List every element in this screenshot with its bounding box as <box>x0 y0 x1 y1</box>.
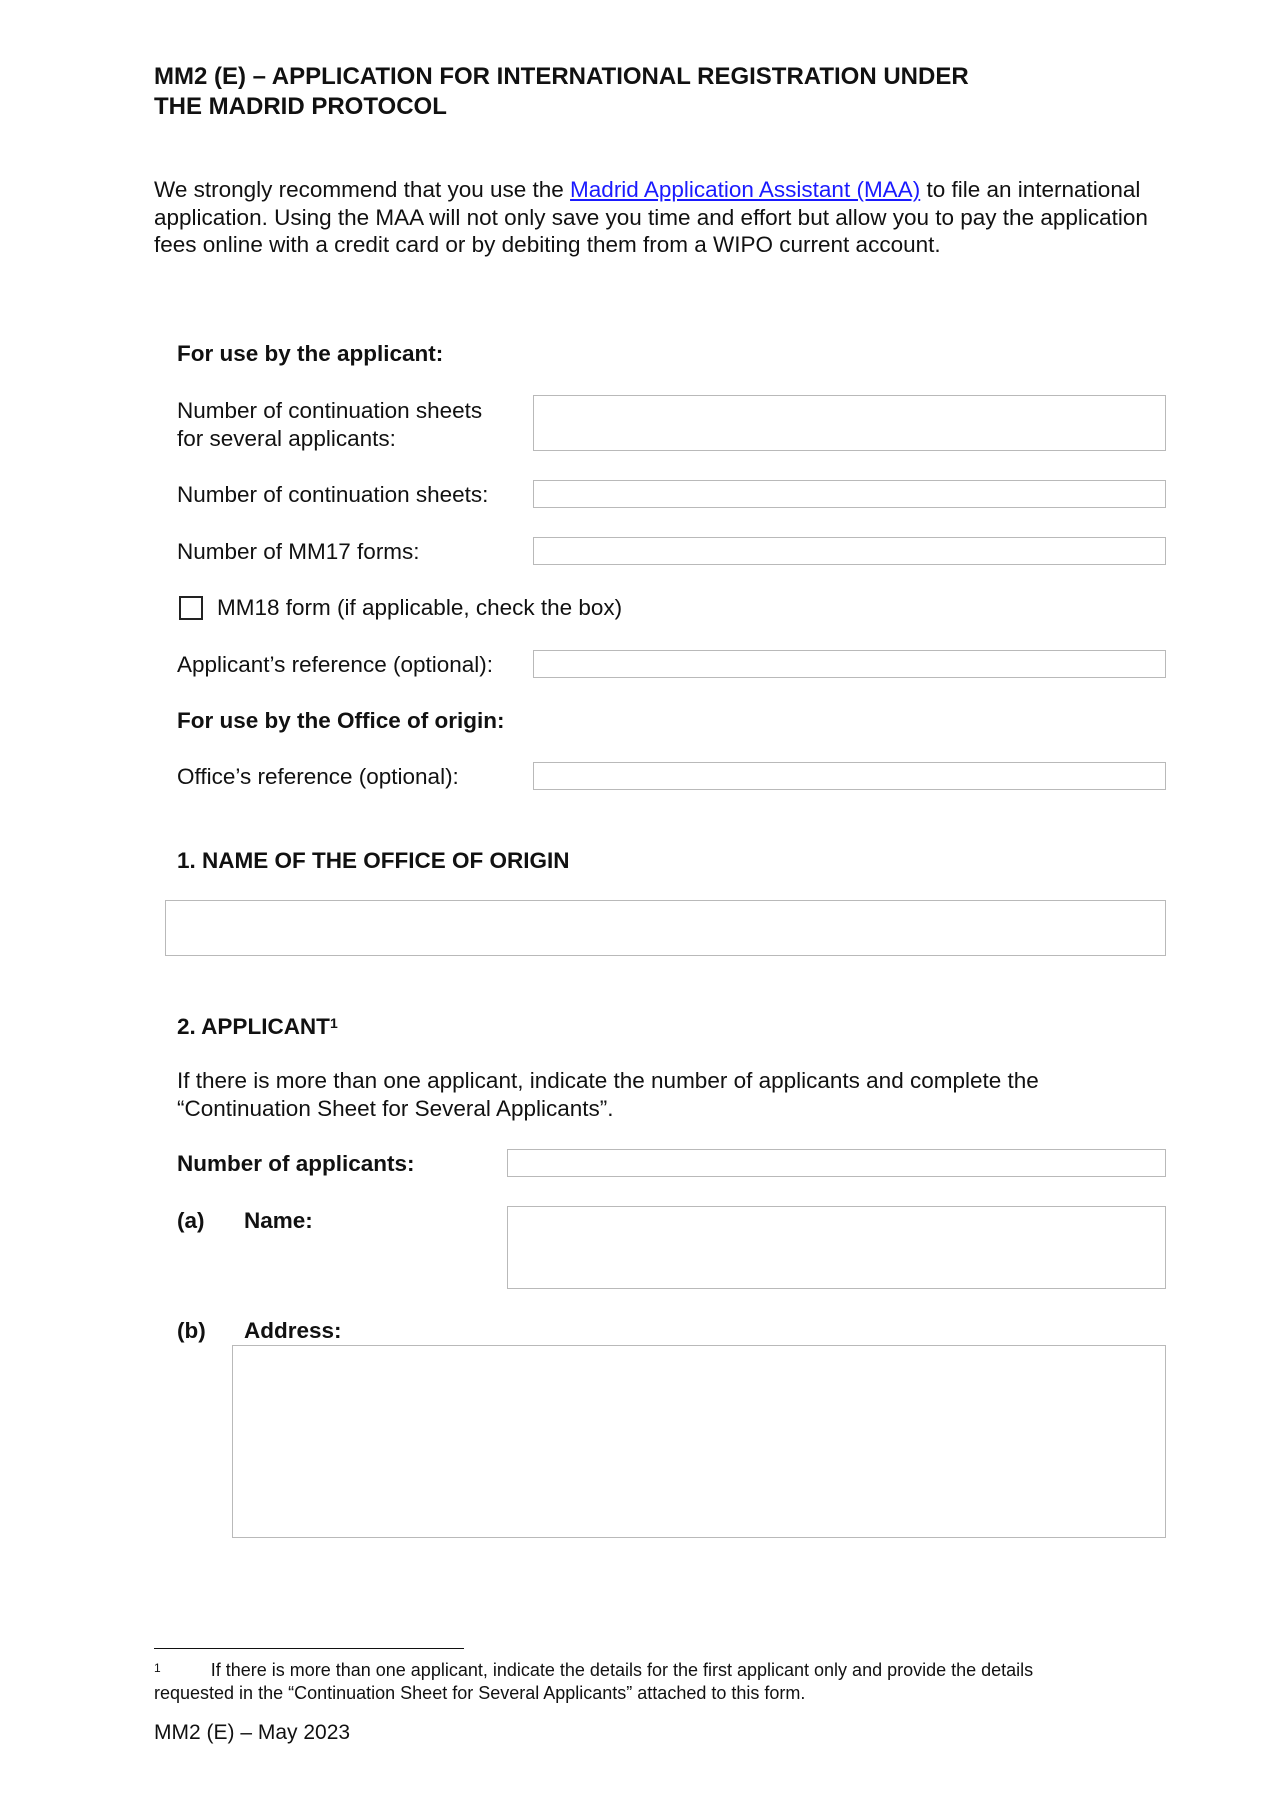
continuation-several-field[interactable] <box>533 395 1166 451</box>
office-reference-label: Office’s reference (optional): <box>177 764 459 789</box>
mm18-checkbox[interactable] <box>179 596 203 620</box>
office-of-origin-field[interactable] <box>165 900 1166 956</box>
footnote-number: 1 <box>154 1661 161 1675</box>
office-use-heading: For use by the Office of origin: <box>177 708 505 733</box>
page-title-line1: MM2 (E) – APPLICATION FOR INTERNATIONAL REGISTRATION UNDER <box>154 63 969 90</box>
section2-instruction: If there is more than one applicant, indicate the number of applicants and complete the “Continuation Sheet for Several Applicants”. <box>177 1068 1039 1121</box>
continuation-sheets-field[interactable] <box>533 480 1166 508</box>
applicant-reference-field[interactable] <box>533 650 1166 678</box>
address-marker: (b) <box>177 1318 206 1343</box>
footnote-ref: 1 <box>329 1015 338 1031</box>
section2-heading <box>177 1013 338 1041</box>
section2-heading-text: 2. APPLICANT <box>177 1014 330 1039</box>
intro-text-after-link: to file an international application. Using the MAA will not only save you time and effort but allow you to pay the application fees online with a credit card or by debiting them from a WIPO current account. <box>154 177 1148 257</box>
applicant-address-field[interactable] <box>232 1345 1166 1538</box>
address-label: Address: <box>244 1318 342 1343</box>
applicant-use-heading: For use by the applicant: <box>177 341 444 366</box>
page-title-line2: THE MADRID PROTOCOL <box>154 93 447 120</box>
applicant-reference-label: Applicant’s reference (optional): <box>177 652 494 677</box>
name-label: Name: <box>244 1208 313 1233</box>
applicant-name-field[interactable] <box>507 1206 1166 1289</box>
maa-link[interactable]: Madrid Application Assistant (MAA) <box>570 177 921 202</box>
continuation-sheets-label: Number of continuation sheets: <box>177 482 489 507</box>
number-of-applicants-label: Number of applicants: <box>177 1151 415 1176</box>
mm17-field[interactable] <box>533 537 1166 565</box>
mm17-label: Number of MM17 forms: <box>177 539 420 564</box>
page-footer: MM2 (E) – May 2023 <box>154 1721 351 1744</box>
footnote <box>154 1659 1164 1705</box>
intro-paragraph <box>154 176 1164 259</box>
page-title <box>154 62 1114 122</box>
continuation-several-label <box>177 397 482 452</box>
mm18-label: MM18 form (if applicable, check the box) <box>217 595 623 620</box>
footnote-divider <box>154 1648 464 1649</box>
footnote-text-line2: requested in the “Continuation Sheet for Several Applicants” attached to this form. <box>154 1683 806 1703</box>
section1-heading: 1. NAME OF THE OFFICE OF ORIGIN <box>177 848 570 873</box>
name-marker: (a) <box>177 1208 205 1233</box>
footnote-text-line1: If there is more than one applicant, indicate the details for the first applicant only and provide the details <box>210 1660 1034 1680</box>
continuation-several-label-line1: Number of continuation sheets <box>177 398 483 423</box>
intro-text-before-link: We strongly recommend that you use the <box>154 177 571 202</box>
number-of-applicants-field[interactable] <box>507 1149 1166 1177</box>
continuation-several-label-line2: for several applicants: <box>177 425 396 451</box>
office-reference-field[interactable] <box>533 762 1166 790</box>
